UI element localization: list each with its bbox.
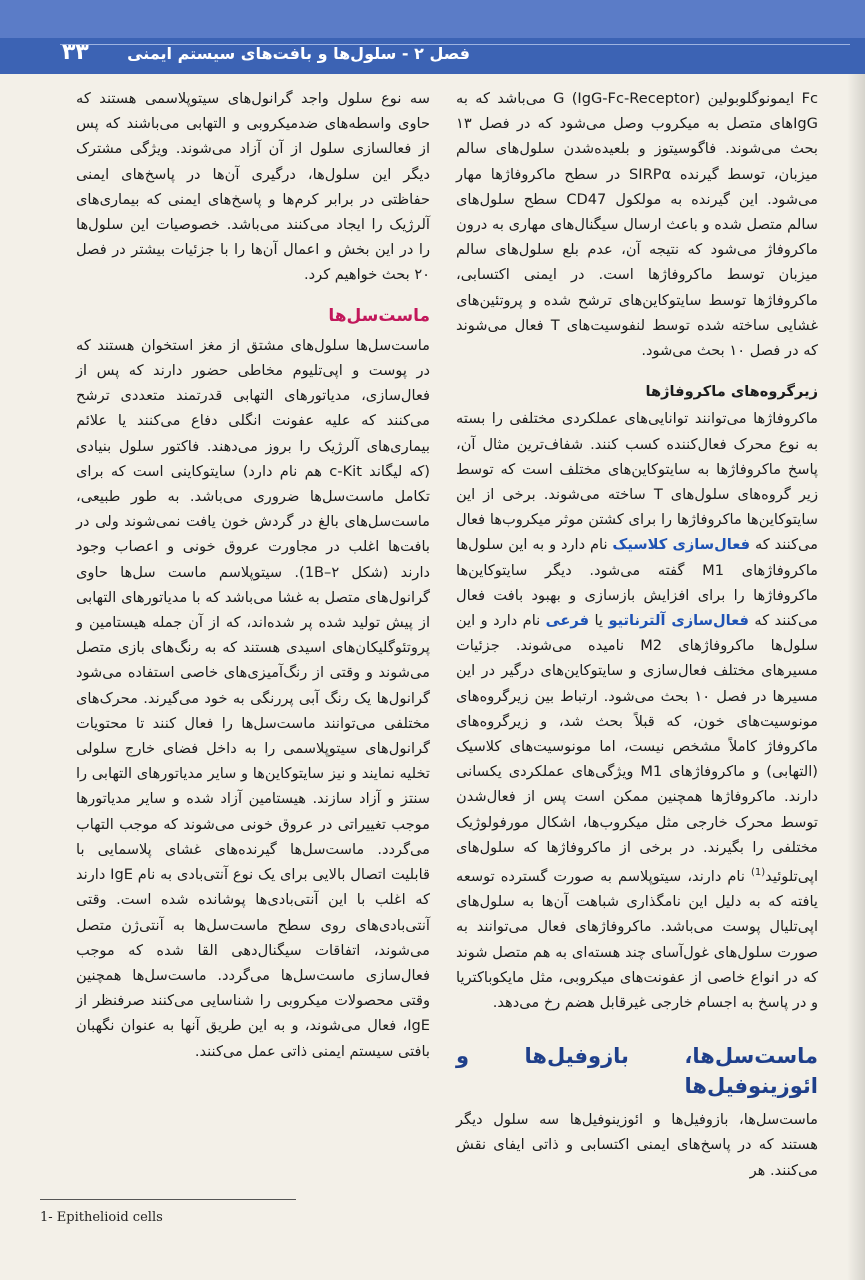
footnote-divider [40,1199,296,1200]
paragraph-mast-cells: ماست‌سل‌ها سلول‌های مشتق از مغز استخوان هستند که در پوست و اپی‌تلیوم مخاطی حضور دارند که پس از فعال‌سازی، مدیاتورهای التهابی قدرتمند متعددی ترشح می‌کنند که علیه عفونت انگلی دفاع می‌کنند یا علائم بیماری‌های آلرژیک را بروز می‌دهند. فاکتور سلول بنیادی (که لیگاند c-Kit هم نام دارد) سایتوکاینی است که برای تکامل ماست‌سل‌ها ضروری می‌باشد. به طور طبیعی، ماست‌سل‌های بالغ در گردش خون یافت نمی‌شوند ولی در بافت‌ها اغلب در مجاورت عروق خونی و اعصاب وجود دارند (شکل 1B–۲). سیتوپلاسم ماست سل‌ها حاوی گرانول‌های متصل به غشا می‌باشد که با مدیاتورهای التهابی از پیش تولید شده پر شده‌اند، که از آن جمله هیستامین و پروتئوگلیکان‌های اسیدی هستند که به رنگ‌های بازی متصل می‌شوند و وقتی از رنگ‌آمیزی‌های خاصی استفاده می‌شود گرانول‌ها یک رنگ آبی پررنگی به خود می‌گیرند. محرک‌های مختلفی می‌توانند ماست‌سل‌ها را فعال کنند تا محتویات گرانول‌های سیتوپلاسمی را به داخل فضای خارج سلولی تخلیه نمایند و نیز سایتوکاین‌ها و سایر مدیاتورهای التهابی را سنتز و آزاد سازند. هیستامین آزاد شده و سایر مدیاتورها موجب تغییراتی در عروق خونی می‌شوند که موجب التهاب می‌گردد. ماست‌سل‌ها گیرنده‌های غشای پلاسمایی با قابلیت اتصال بالایی برای یک نوع آنتی‌بادی به نام IgE دارند که اغلب با این آنتی‌بادی‌ها پوشانده شده است. وقتی آنتی‌بادی‌های روی سطح ماست‌سل‌ها به آنتی‌ژن متصل می‌شوند، اتفاقات سیگنال‌دهی القا شده که موجب فعال‌سازی ماست‌سل‌ها می‌گردد. ماست‌سل‌ها همچنین وقتی محصولات میکروبی را شناسایی می‌کنند صرفنظر از IgE، فعال می‌شوند، و به این طریق آنها به عنوان نگهبان بافتی سیستم ایمنی ذاتی عمل می‌کنند. [76,336,431,1060]
page-number: ۳۳ [62,40,89,65]
section-heading-mast-basophil-eosinophil: ماست‌سل‌ها، بازوفیل‌ها و ائوزینوفیل‌ها [456,1044,818,1099]
term-secondary: فرعی [545,612,590,630]
subheading-macrophage-subsets: زیرگروه‌های ماکروفاژها [645,383,818,401]
page-gutter-shadow [847,74,865,1280]
text-run: یا [589,612,609,630]
term-alternative-activation: فعال‌سازی آلترناتیو [608,612,749,630]
paragraph-macrophage-subsets [456,406,818,1015]
paragraph: Fc ایمونوگلوبولین G (IgG-Fc-Receptor) می‌باشد که به IgGهای متصل به میکروب وصل می‌شود که در فصل ۱۳ بحث می‌شوند. فاگوسیتوز و بلعیده‌شدن سلول‌های سالم میزبان، توسط گیرنده SIRPα در سطح ماکروفاژها مهار می‌شود. این گیرنده به مولکول CD47 سطح سلول‌های سالم متصل شده و باعث ارسال سیگنال‌های مهاری به درون ماکروفاژ می‌شود که نتیجه آن، عدم بلع سلول‌های سالم میزبان توسط ماکروفاژها است. در ایمنی اکتسابی، ماکروفاژها توسط سایتوکاین‌های ترشح شده و پروتئین‌های غشایی ساخته شده توسط لنفوسیت‌های T فعال می‌شوند که در فصل ۱۰ بحث می‌شود. [456,90,818,360]
header-top-strip [0,0,865,38]
footnote: 1- Epithelioid cells [40,1210,163,1225]
term-classic-activation: فعال‌سازی کلاسیک [612,536,751,554]
text-run: ماکروفاژها می‌توانند توانایی‌های عملکردی مختلفی را بسته به نوع محرک فعال‌کننده کسب کنند. شفاف‌ترین مثال آن، پاسخ ماکروفاژها به سایتوکاین‌های مختلف است که توسط زیر گروه‌های سلول‌های T ساخته می‌شوند. برخی از این سایتوکاین‌ها ماکروفاژها را برای کشتن موثر میکروب‌ها فعال می‌کنند که [456,410,819,554]
text-run: نام دارد و به این سلول‌ها ماکروفاژهای M1 گفته می‌شود. دیگر سایتوکاین‌ها ماکروفاژها را برای افزایش بازسازی و بهبود بافت فعال می‌کنند که [456,536,818,630]
text-run: نام دارد و این سلول‌ها ماکروفاژهای M2 نامیده می‌شوند. جزئیات مسیرهای مختلف فعال‌سازی و سایتوکاین‌های درگیر در این مسیرها در فصل ۱۰ بحث می‌شود. ارتباط بین زیرگروه‌های مونوسیت‌های خون، که قبلاً بحث شد، و زیرگروه‌های ماکروفاژ کاملاً مشخص نیست، اما مونوسیت‌های کلاسیک (التهابی) و ماکروفاژهای M1 ویژگی‌های عملکردی یکسانی دارند. ماکروفاژها همچنین ممکن است پس از فعال‌شدن توسط محرک خارجی مثل میکروب‌ها، اشکال مورفولوژیک مختلفی را بگیرند. در برخی از ماکروفاژها که سلول‌های اپی‌تلوئید [456,612,818,885]
paragraph: ماست‌سل‌ها، بازوفیل‌ها و ائوزینوفیل‌ها سه سلول دیگر هستند که در پاسخ‌های ایمنی اکتسابی و ذاتی ایفای نقش می‌کنند. هر [456,1111,818,1179]
footnote-marker: (1) [750,867,766,879]
paragraph: سه نوع سلول واجد گرانول‌های سیتوپلاسمی هستند که حاوی واسطه‌های ضدمیکروبی و التهابی می‌باشند که پس از فعالسازی سلول از آن آزاد می‌شوند. ویژگی مشترک دیگر این سلول‌ها، درگیری آن‌ها در پاسخ‌های ایمنی حفاظتی در برابر کرم‌ها و پاسخ‌های ایمنی که بیماری‌های آلرژیک را ایجاد می‌کنند می‌باشد. خصوصیات این سلول‌ها را در این بخش و اعمال آن‌ها را با جزئیات بیشتر در فصل ۲۰ بحث خواهیم کرد. [76,90,430,284]
section-heading-mast-cells: ماست‌سل‌ها [328,305,430,326]
right-column [456,86,818,1183]
text-run: نام دارند، سیتوپلاسم به صورت گسترده توسعه یافته که به دلیل این نامگذاری شباهت آن‌ها به سلول‌های اپی‌تلیال پوست می‌باشد. ماکروفاژهای فعال می‌توانند به صورت سلول‌های غول‌آسای چند هسته‌ای به هم متصل شوند که در انواع خاصی از عفونت‌های میکروبی، مثل مایکوباکتریا و در پاسخ به اجسام خارجی غیرقابل هضم رخ می‌دهد. [456,867,818,1011]
chapter-title: فصل ۲ - سلول‌ها و بافت‌های سیستم ایمنی [127,44,470,63]
left-column [76,86,430,1064]
